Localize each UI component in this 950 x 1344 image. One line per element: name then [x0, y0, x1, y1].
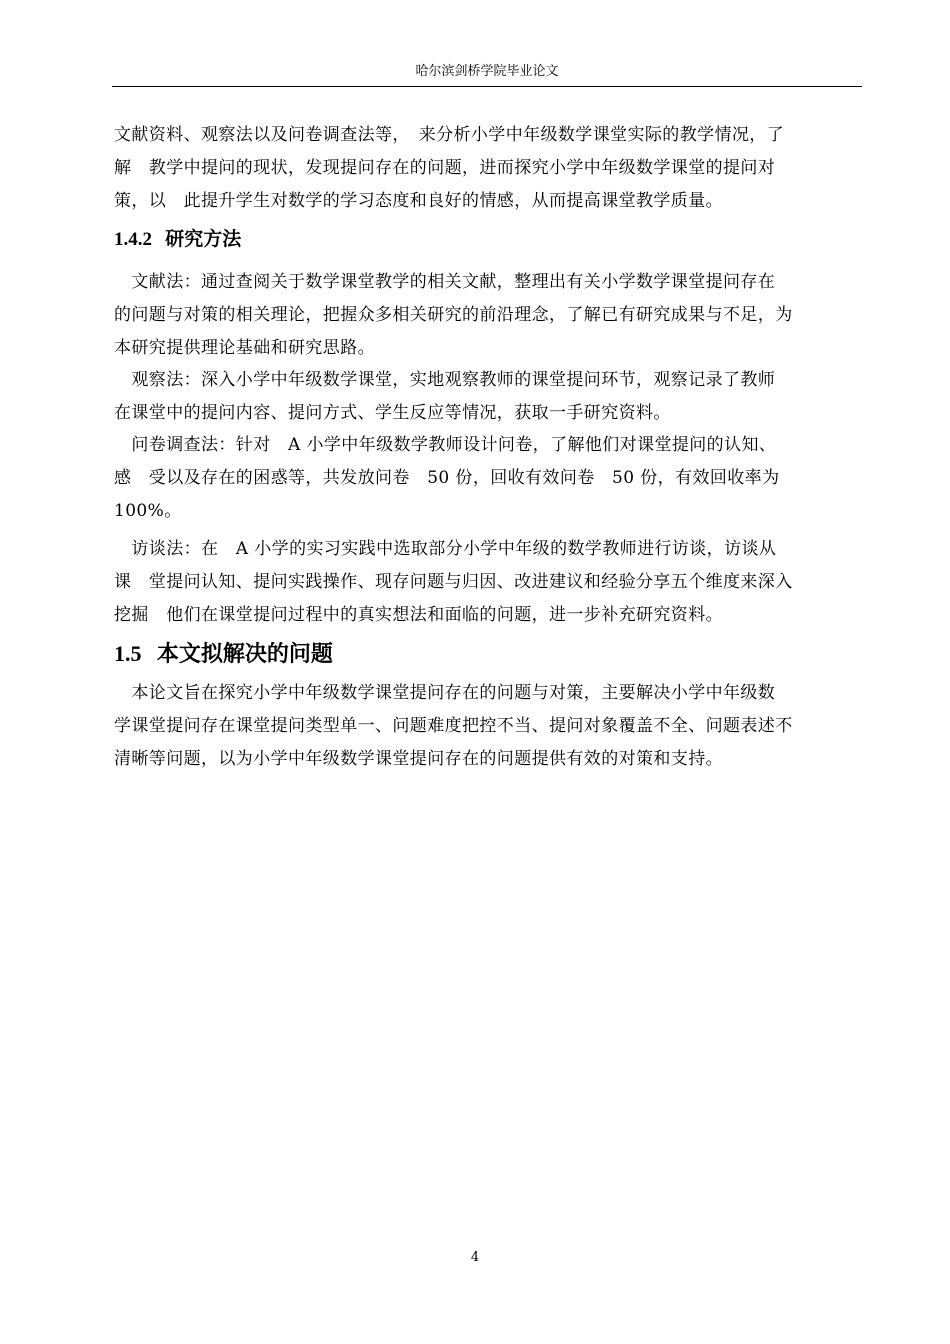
page-header: 哈尔滨剑桥学院毕业论文 — [415, 64, 559, 79]
paragraph-line: 文献资料、观察法以及问卷调查法等， 来分析小学中年级数学课堂实际的教学情况，了 — [114, 125, 785, 145]
paragraph-line: 学课堂提问存在课堂提问类型单一、问题难度把控不当、提问对象覆盖不全、问题表述不 — [114, 716, 793, 736]
section-title: 本文拟解决的问题 — [156, 642, 333, 667]
paragraph-line: 在课堂中的提问内容、提问方式、学生反应等情况，获取一手研究资料。 — [114, 403, 671, 423]
paragraph-line: 本研究提供理论基础和研究思路。 — [114, 338, 375, 358]
section-number: 1.4.2 — [114, 229, 152, 250]
method-literature-paragraph — [114, 266, 862, 365]
paragraph-line: 挖掘 他们在课堂提问过程中的真实想法和面临的问题，进一步补充研究资料。 — [114, 605, 723, 625]
section-title: 研究方法 — [165, 228, 242, 250]
section-number: 1.5 — [114, 641, 142, 666]
paragraph-line: 感 受以及存在的困惑等，共发放问卷 50 份，回收有效问卷 50 份，有效回收率为 — [114, 468, 780, 488]
paragraph-line: 本论文旨在探究小学中年级数学课堂提问存在的问题与对策，主要解决小学中年级数 — [114, 683, 776, 703]
paragraph-line: 的问题与对策的相关理论，把握众多相关研究的前沿理念，了解已有研究成果与不足，为 — [114, 305, 793, 325]
paragraph-line: 课 堂提问认知、提问实践操作、现存问题与归因、改进建议和经验分享五个维度来深入 — [114, 572, 793, 592]
paragraph-line: 100%。 — [114, 501, 182, 521]
section-heading-1-4-2 — [114, 224, 241, 255]
method-questionnaire-paragraph — [114, 429, 862, 528]
paragraph-line: 观察法：深入小学中年级数学课堂，实地观察教师的课堂提问环节，观察记录了教师 — [114, 370, 776, 390]
page-number: 4 — [470, 1250, 480, 1265]
paragraph-line: 文献法：通过查阅关于数学课堂教学的相关文献，整理出有关小学数学课堂提问存在 — [114, 272, 776, 292]
problem-paragraph — [114, 677, 862, 776]
method-observation-paragraph — [114, 364, 862, 430]
header-divider — [112, 86, 862, 87]
paragraph-line: 清晰等问题，以为小学中年级数学课堂提问存在的问题提供有效的对策和支持。 — [114, 749, 723, 769]
section-heading-1-5 — [114, 638, 333, 671]
paragraph-line: 解 教学中提问的现状，发现提问存在的问题，进而探究小学中年级数学课堂的提问对 — [114, 158, 776, 178]
paragraph-line: 问卷调查法：针对 A 小学中年级数学教师设计问卷，了解他们对课堂提问的认知、 — [114, 435, 777, 455]
paragraph-line: 策，以 此提升学生对数学的学习态度和良好的情感，从而提高课堂教学质量。 — [114, 191, 723, 211]
intro-paragraph — [114, 119, 862, 218]
method-interview-paragraph — [114, 533, 862, 632]
paragraph-line: 访谈法：在 A 小学的实习实践中选取部分小学中年级的数学教师进行访谈，访谈从 — [114, 539, 777, 559]
